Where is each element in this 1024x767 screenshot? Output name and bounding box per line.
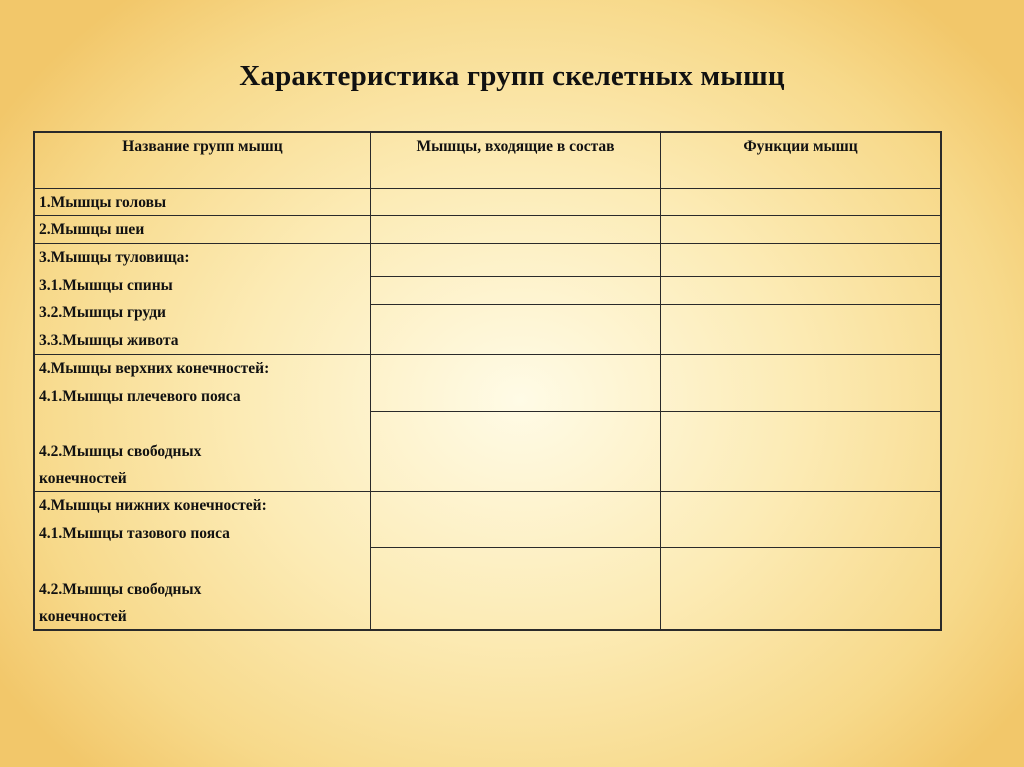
slide-title: Характеристика групп скелетных мышц [239, 60, 785, 92]
header-muscle-functions: Функции мышц [743, 138, 858, 155]
header-muscles-included: Мышцы, входящие в состав [416, 138, 615, 155]
row-upper-limbs-muscles: 4.Мышцы верхних конечностей: [39, 360, 270, 377]
row-shoulder-girdle-muscles: 4.1.Мышцы плечевого пояса [39, 388, 241, 405]
row-head-muscles: 1.Мышцы головы [39, 194, 167, 211]
row-free-lower-limb-muscles: 4.2.Мышцы свободных [39, 581, 202, 598]
row-free-lower-limb-muscles-cont: конечностей [39, 608, 127, 625]
row-lower-limbs-muscles: 4.Мышцы нижних конечностей: [39, 497, 267, 514]
row-back-muscles: 3.1.Мышцы спины [39, 277, 173, 294]
row-abdomen-muscles: 3.3.Мышцы живота [39, 332, 179, 349]
row-trunk-muscles: 3.Мышцы туловища: [39, 249, 190, 266]
header-group-name: Название групп мышц [122, 138, 283, 155]
row-chest-muscles: 3.2.Мышцы груди [39, 304, 166, 321]
row-free-upper-limb-muscles: 4.2.Мышцы свободных [39, 443, 202, 460]
row-pelvic-girdle-muscles: 4.1.Мышцы тазового пояса [39, 525, 230, 542]
row-free-upper-limb-muscles-cont: конечностей [39, 470, 127, 487]
row-neck-muscles: 2.Мышцы шеи [39, 221, 145, 238]
